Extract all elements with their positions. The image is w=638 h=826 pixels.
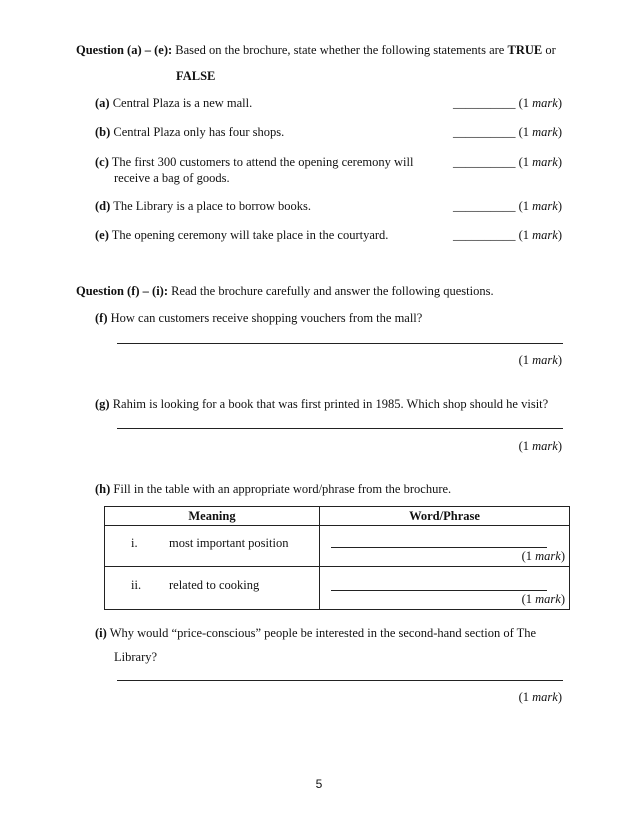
question-text: The opening ceremony will take place in the courtyard. (111, 228, 389, 242)
question-e (95, 228, 388, 243)
question-letter: (a) (95, 96, 110, 110)
true-word: TRUE (507, 43, 543, 57)
question-d-answer: __________ (1 mark) (452, 199, 562, 213)
page-number: 5 (315, 777, 323, 791)
question-text: The first 300 customers to attend the opening ceremony will (111, 155, 414, 169)
question-text: Why would “price-conscious” people be interested in the second-hand section of The (109, 626, 537, 640)
question-i-mark: (1 mark) (518, 690, 562, 704)
table-header-word: Word/Phrase (409, 509, 480, 523)
question-a-answer: __________ (1 mark) (452, 96, 562, 110)
answer-blank[interactable]: __________ (452, 125, 516, 139)
question-d (95, 199, 311, 214)
table-row-mark: (1 mark) (521, 592, 565, 606)
answer-blank[interactable]: __________ (452, 155, 516, 169)
question-letter: (f) (95, 311, 108, 325)
false-word: FALSE (176, 69, 216, 83)
question-a (95, 96, 252, 111)
question-c-answer: __________ (1 mark) (452, 155, 562, 169)
question-f (95, 311, 422, 326)
answer-line-g[interactable] (117, 428, 563, 429)
table-row-number: i. (131, 536, 138, 550)
question-letter: (b) (95, 125, 111, 139)
table-row-meaning: most important position (169, 536, 289, 550)
question-b-answer: __________ (1 mark) (452, 125, 562, 139)
question-g-mark: (1 mark) (518, 439, 562, 453)
question-i (95, 626, 536, 641)
table-header-meaning: Meaning (188, 509, 236, 523)
answer-blank[interactable]: __________ (452, 96, 516, 110)
table-row-divider (105, 566, 569, 567)
question-i-continued: Library? (114, 650, 158, 664)
question-letter: (i) (95, 626, 107, 640)
answer-line-f[interactable] (117, 343, 563, 344)
table-row-number: ii. (131, 578, 142, 592)
question-text: Central Plaza is a new mall. (112, 96, 253, 110)
table-header-divider (105, 525, 569, 526)
question-letter: (d) (95, 199, 111, 213)
answer-blank[interactable]: __________ (452, 199, 516, 213)
question-e-answer: __________ (1 mark) (452, 228, 562, 242)
question-text: Fill in the table with an appropriate word/phrase from the brochure. (113, 482, 452, 496)
question-h (95, 482, 451, 497)
table-answer-line[interactable] (331, 547, 547, 548)
question-letter: (c) (95, 155, 109, 169)
question-c (95, 155, 413, 170)
question-letter: (g) (95, 397, 110, 411)
answer-line-i[interactable] (117, 680, 563, 681)
question-text: How can customers receive shopping vouchers from the mall? (110, 311, 423, 325)
table-answer-line[interactable] (331, 590, 547, 591)
question-text: Central Plaza only has four shops. (113, 125, 285, 139)
section-ae-instruction: Based on the brochure, state whether the following statements are (175, 43, 505, 57)
section-ae-heading (76, 43, 556, 58)
vocabulary-table (104, 506, 570, 610)
question-g (95, 397, 548, 412)
or-word: or (545, 43, 556, 57)
question-text: The Library is a place to borrow books. (113, 199, 312, 213)
answer-blank[interactable]: __________ (452, 228, 516, 242)
table-row-meaning: related to cooking (169, 578, 260, 592)
table-row-mark: (1 mark) (521, 549, 565, 563)
question-f-mark: (1 mark) (518, 353, 562, 367)
question-letter: (h) (95, 482, 111, 496)
question-text: Rahim is looking for a book that was first printed in 1985. Which shop should he visit? (112, 397, 549, 411)
question-c-continued: receive a bag of goods. (114, 171, 230, 185)
question-letter: (e) (95, 228, 109, 242)
question-b (95, 125, 284, 140)
section-fi-heading (76, 284, 494, 299)
section-fi-instruction: Read the brochure carefully and answer the following questions. (171, 284, 494, 298)
section-fi-label: Question (f) – (i): (76, 284, 168, 298)
section-ae-label: Question (a) – (e): (76, 43, 173, 57)
